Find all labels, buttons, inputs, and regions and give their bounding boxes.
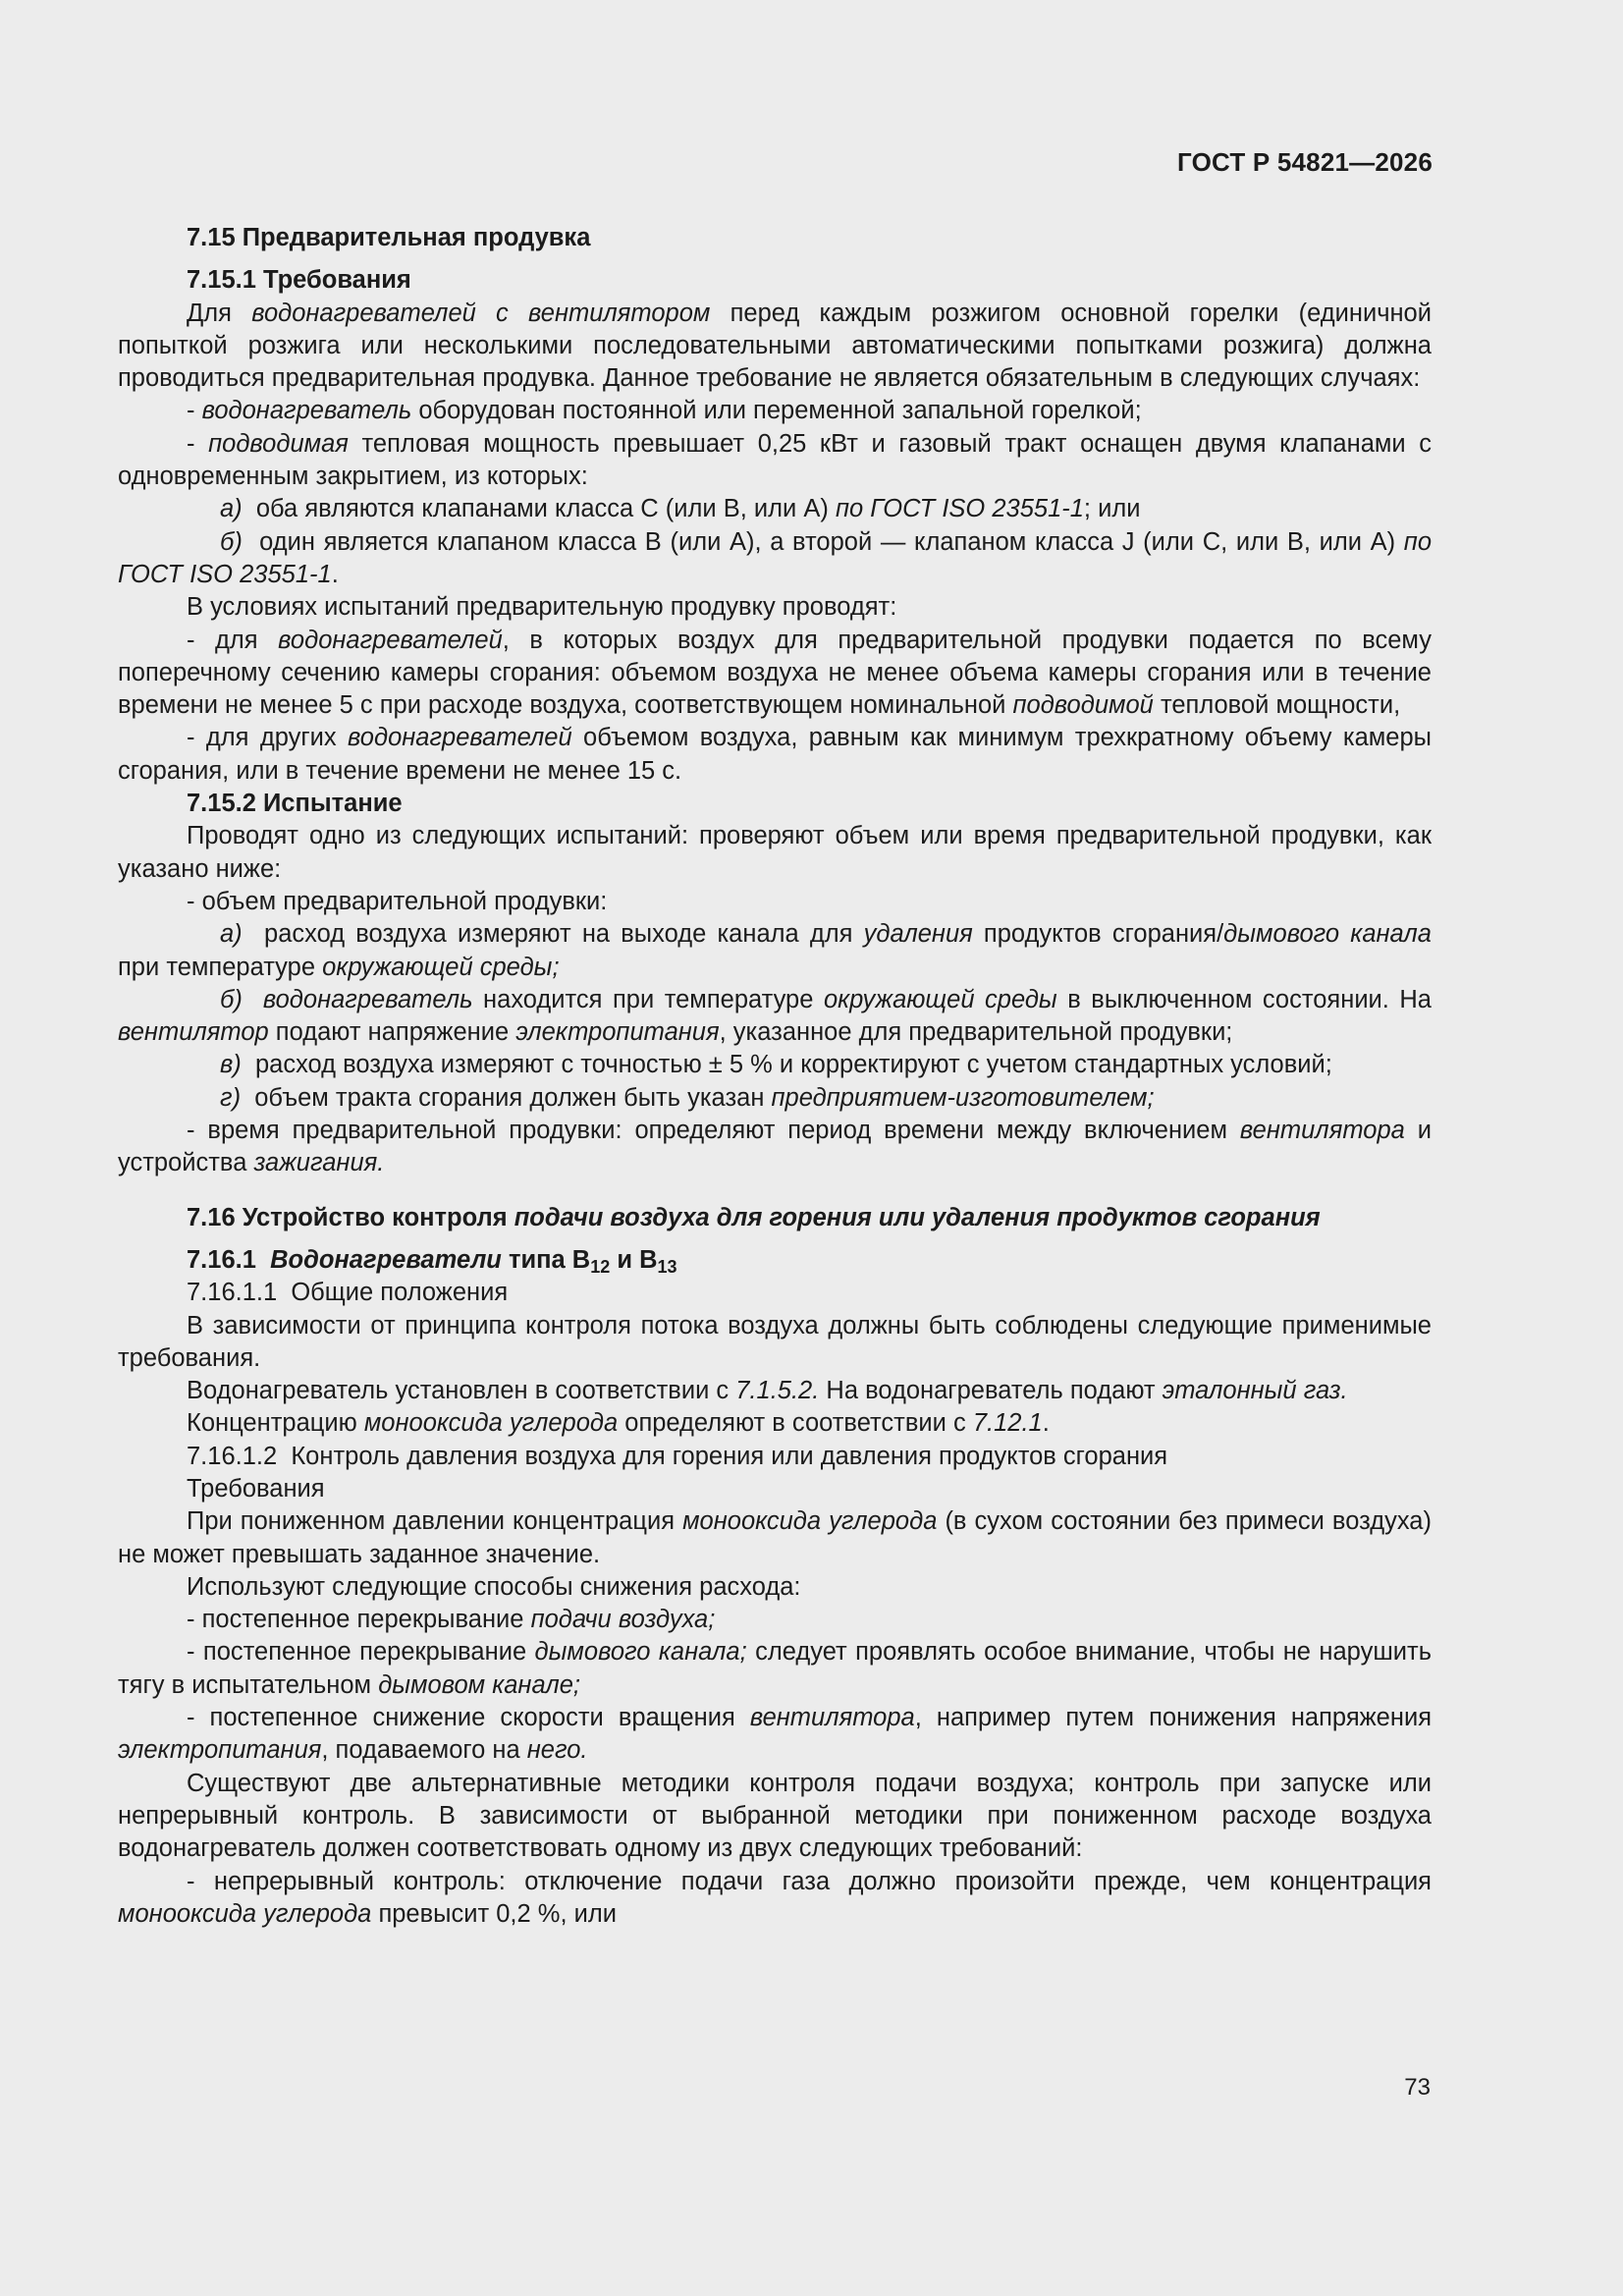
paragraph: Проводят одно из следующих испытаний: проверяют объем или время предварительной продувки, как указано ниже: <box>118 822 1432 883</box>
paragraph: Для водонагревателей с вентилятором перед каждым розжигом основной горелки (единичной попыткой розжига или несколькими последовательными автоматическими попытками розжига) должна проводиться предварительная продувка. Данное требование не является обязательным в следующих случаях: <box>118 299 1432 393</box>
list-item: - постепенное снижение скорости вращения вентилятора, например путем понижения напряжения электропитания, подаваемого на него. <box>118 1704 1432 1765</box>
list-item: - для водонагревателей, в которых воздух для предварительной продувки подается по всему поперечному сечению камеры сгорания: объемом воздуха не менее объема камеры сгорания или в течение времени не менее 5 с при расходе воздуха, соответствующем номинальной подводимой тепловой мощности, <box>118 626 1432 720</box>
sublist-item: а) оба являются клапанами класса С (или В, или А) по ГОСТ ISO 23551-1; или <box>220 495 1141 523</box>
sublist-item: в) расход воздуха измеряют с точностью ± 5 % и корректируют с учетом стандартных условий; <box>220 1051 1332 1079</box>
paragraph: Водонагреватель установлен в соответствии с 7.1.5.2. На водонагреватель подают эталонный газ. <box>187 1377 1348 1405</box>
subsection-7-16-1-1-title: 7.16.1.1 Общие положения <box>187 1279 509 1307</box>
sublist-item: б) один является клапаном класса В (или А), а второй — клапаном класса J (или С, или В, или А) по ГОСТ ISO 23551-1. <box>118 527 1432 588</box>
section-7-15-title: 7.15 Предварительная продувка <box>187 224 591 251</box>
requirements-label: Требования <box>187 1474 325 1503</box>
paragraph: Концентрацию монооксида углерода определяют в соответствии с 7.12.1. <box>187 1409 1050 1438</box>
document-header: ГОСТ Р 54821—2026 <box>1177 147 1433 177</box>
list-item: - для других водонагревателей объемом воздуха, равным как минимум трехкратному объему камеры сгорания, или в течение времени не менее 15 с. <box>118 724 1432 785</box>
paragraph: В зависимости от принципа контроля потока воздуха должны быть соблюдены следующие применимые требования. <box>118 1311 1432 1372</box>
list-item: - постепенное перекрывание дымового канала; следует проявлять особое внимание, чтобы не нарушить тягу в испытательном дымовом канале; <box>118 1638 1432 1699</box>
list-item: - непрерывный контроль: отключение подачи газа должно произойти прежде, чем концентрация монооксида углерода превысит 0,2 %, или <box>118 1867 1432 1928</box>
sublist-item: г) объем тракта сгорания должен быть указан предприятием-изготовителем; <box>220 1083 1155 1112</box>
paragraph: Существуют две альтернативные методики контроля подачи воздуха; контроль при запуске или непрерывный контроль. В зависимости от выбранной методики при пониженном расходе воздуха водонагреватель должен соответствовать одному из двух следующих требований: <box>118 1769 1432 1863</box>
sublist-item: а) расход воздуха измеряют на выходе канала для удаления продуктов сгорания/дымового канала при температуре окружающей среды; <box>118 920 1432 981</box>
section-7-16-title: 7.16 Устройство контроля подачи воздуха для горения или удаления продуктов сгорания <box>187 1203 1321 1231</box>
list-item: - объем предварительной продувки: <box>187 887 608 915</box>
paragraph: Используют следующие способы снижения расхода: <box>187 1572 801 1601</box>
document-body <box>118 222 1432 1931</box>
page-number: 73 <box>1404 2074 1431 2101</box>
list-item: - подводимая тепловая мощность превышает 0,25 кВт и газовый тракт оснащен двумя клапанами с одновременным закрытием, из которых: <box>118 429 1433 491</box>
paragraph: При пониженном давлении концентрация монооксида углерода (в сухом состоянии без примеси воздуха) не может превышать заданное значение. <box>118 1507 1432 1568</box>
subsection-7-16-1-title: 7.16.1 Водонагреватели типа $В_{12}$ и $В_{13}$ <box>187 1245 677 1277</box>
list-item: - водонагреватель оборудован постоянной или переменной запальной горелкой; <box>187 397 1142 425</box>
subsection-7-16-1-2-title: 7.16.1.2 Контроль давления воздуха для горения или давления продуктов сгорания <box>187 1442 1168 1470</box>
list-item: - постепенное перекрывание подачи воздуха; <box>187 1606 716 1634</box>
subsection-7-15-1-title: 7.15.1 Требования <box>187 266 411 295</box>
sublist-item: б) водонагреватель находится при температуре окружающей среды в выключенном состоянии. На вентилятор подают напряжение электропитания, указанное для предварительной продувки; <box>118 985 1432 1047</box>
paragraph: В условиях испытаний предварительную продувку проводят: <box>187 593 897 622</box>
list-item: - время предварительной продувки: определяют период времени между включением вентилятора и устройства зажигания. <box>118 1117 1432 1177</box>
subsection-7-15-2-title: 7.15.2 Испытание <box>187 790 403 818</box>
